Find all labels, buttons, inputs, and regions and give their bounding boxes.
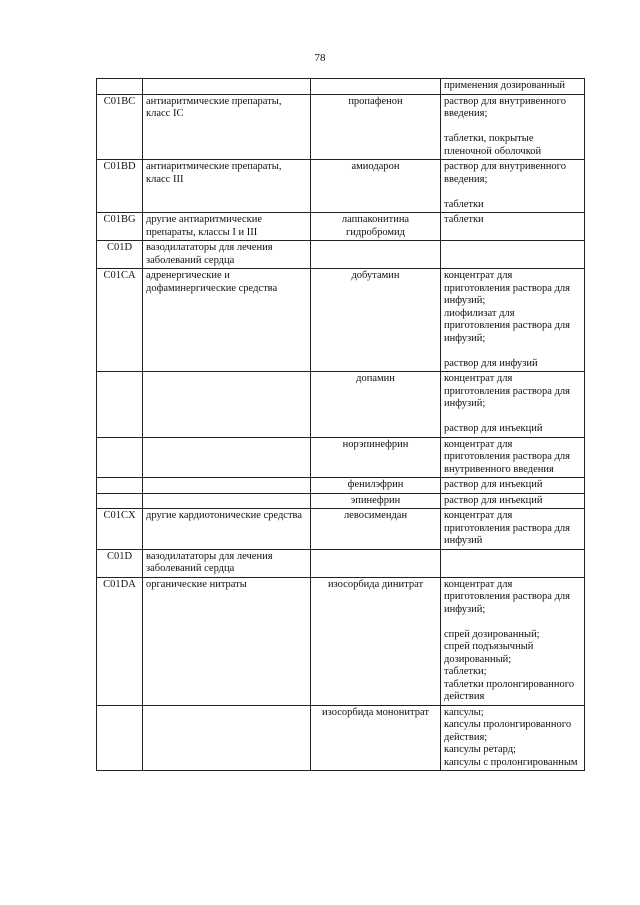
drug-name-cell: допамин: [311, 372, 441, 438]
group-name-cell: [143, 437, 311, 478]
group-name-cell: органические нитраты: [143, 577, 311, 705]
dosage-form-line: лиофилизат для приготовления раствора для инфузий;: [444, 307, 570, 344]
dosage-form-line: концентрат для приготовления раствора для инфузий;: [444, 270, 570, 306]
table-row: [97, 372, 585, 438]
dosage-form-line: таблетки пролонгированного действия: [444, 678, 575, 702]
dosage-form-line: капсулы пролонгированного действия;: [444, 719, 572, 743]
table-row: [97, 478, 585, 494]
table-row: [97, 493, 585, 509]
dosage-form-cell: [441, 79, 585, 95]
dosage-form-line: капсулы с пролонгированным: [444, 756, 578, 768]
dosage-form-line: спрей подъязычный дозированный;: [444, 641, 534, 665]
atc-code-cell: C01D: [97, 241, 143, 269]
page-number: 78: [314, 52, 326, 64]
dosage-form-line: [444, 616, 581, 629]
dosage-form-line: раствор для инъекций: [444, 423, 543, 434]
group-name-cell: [143, 372, 311, 438]
dosage-form-cell: [441, 160, 585, 213]
atc-code-cell: [97, 372, 143, 438]
drug-name-cell: фенилэфрин: [311, 478, 441, 494]
dosage-form-cell: [441, 705, 585, 771]
drug-name-cell: добутамин: [311, 269, 441, 372]
atc-code-cell: C01CA: [97, 269, 143, 372]
dosage-form-line: таблетки;: [444, 666, 487, 677]
dosage-form-line: капсулы ретард;: [444, 744, 516, 755]
table-row: [97, 269, 585, 372]
atc-code-cell: C01D: [97, 549, 143, 577]
table-row: [97, 509, 585, 550]
dosage-form-line: [444, 186, 581, 199]
group-name-cell: [143, 705, 311, 771]
atc-code-cell: C01DA: [97, 577, 143, 705]
table-row: [97, 549, 585, 577]
dosage-form-cell: [441, 269, 585, 372]
drug-name-cell: [311, 241, 441, 269]
atc-code-cell: C01BG: [97, 213, 143, 241]
dosage-form-line: раствор для инфузий: [444, 357, 538, 369]
dosage-form-line: раствор для инъекций: [444, 479, 543, 490]
dosage-form-cell: [441, 549, 585, 577]
dosage-form-line: спрей дозированный;: [444, 628, 540, 640]
dosage-form-line: таблетки: [444, 214, 484, 225]
drug-name-cell: изосорбида мононитрат: [311, 705, 441, 771]
table-row: [97, 160, 585, 213]
atc-code-cell: C01CX: [97, 509, 143, 550]
drug-name-cell: лаппаконитина гидробромид: [311, 213, 441, 241]
group-name-cell: [143, 478, 311, 494]
drug-name-cell: норэпинефрин: [311, 437, 441, 478]
table-row: [97, 705, 585, 771]
dosage-form-line: [444, 345, 581, 358]
table-row: [97, 79, 585, 95]
dosage-form-line: капсулы;: [444, 706, 484, 718]
atc-code-cell: [97, 437, 143, 478]
drug-name-cell: пропафенон: [311, 94, 441, 160]
group-name-cell: антиаритмические препараты, класс III: [143, 160, 311, 213]
dosage-form-line: применения дозированный: [444, 80, 566, 91]
dosage-form-line: раствор для внутривенного введения;: [444, 161, 566, 185]
dosage-form-cell: [441, 577, 585, 705]
group-name-cell: [143, 79, 311, 95]
atc-code-cell: [97, 705, 143, 771]
dosage-form-cell: [441, 509, 585, 550]
group-name-cell: адренергические и дофаминергические средства: [143, 269, 311, 372]
dosage-form-cell: [441, 94, 585, 160]
group-name-cell: вазодилататоры для лечения заболеваний сердца: [143, 241, 311, 269]
dosage-form-line: раствор для внутривенного введения;: [444, 95, 566, 119]
group-name-cell: другие кардиотонические средства: [143, 509, 311, 550]
dosage-form-cell: [441, 213, 585, 241]
atc-code-cell: C01BC: [97, 94, 143, 160]
dosage-form-cell: [441, 241, 585, 269]
drug-name-cell: [311, 549, 441, 577]
dosage-form-cell: [441, 372, 585, 438]
drug-name-cell: амиодарон: [311, 160, 441, 213]
drug-name-cell: [311, 79, 441, 95]
group-name-cell: вазодилататоры для лечения заболеваний сердца: [143, 549, 311, 577]
table-row: [97, 577, 585, 705]
dosage-form-line: концентрат для приготовления раствора для инфузий: [444, 510, 570, 546]
dosage-form-line: концентрат для приготовления раствора для внутривенного введения: [444, 438, 570, 475]
dosage-form-line: концентрат для приготовления раствора для инфузий;: [444, 578, 570, 615]
drug-name-cell: эпинефрин: [311, 493, 441, 509]
table-row: [97, 213, 585, 241]
dosage-form-line: таблетки, покрытые пленочной оболочкой: [444, 133, 542, 157]
atc-code-cell: [97, 79, 143, 95]
group-name-cell: [143, 493, 311, 509]
dosage-form-line: [444, 121, 581, 134]
group-name-cell: антиаритмические препараты, класс IC: [143, 94, 311, 160]
atc-code-cell: [97, 478, 143, 494]
drug-name-cell: левосимендан: [311, 509, 441, 550]
table-row: [97, 94, 585, 160]
drug-name-cell: изосорбида динитрат: [311, 577, 441, 705]
table-row: [97, 437, 585, 478]
table-row: [97, 241, 585, 269]
atc-code-cell: [97, 493, 143, 509]
dosage-form-line: таблетки: [444, 198, 484, 210]
atc-code-cell: C01BD: [97, 160, 143, 213]
dosage-form-cell: [441, 493, 585, 509]
dosage-form-cell: [441, 478, 585, 494]
dosage-form-line: концентрат для приготовления раствора для инфузий;: [444, 373, 570, 409]
dosage-form-line: раствор для инъекций: [444, 494, 543, 506]
dosage-form-cell: [441, 437, 585, 478]
drug-table: [96, 78, 585, 771]
dosage-form-line: [444, 411, 581, 424]
group-name-cell: другие антиаритмические препараты, классы I и III: [143, 213, 311, 241]
